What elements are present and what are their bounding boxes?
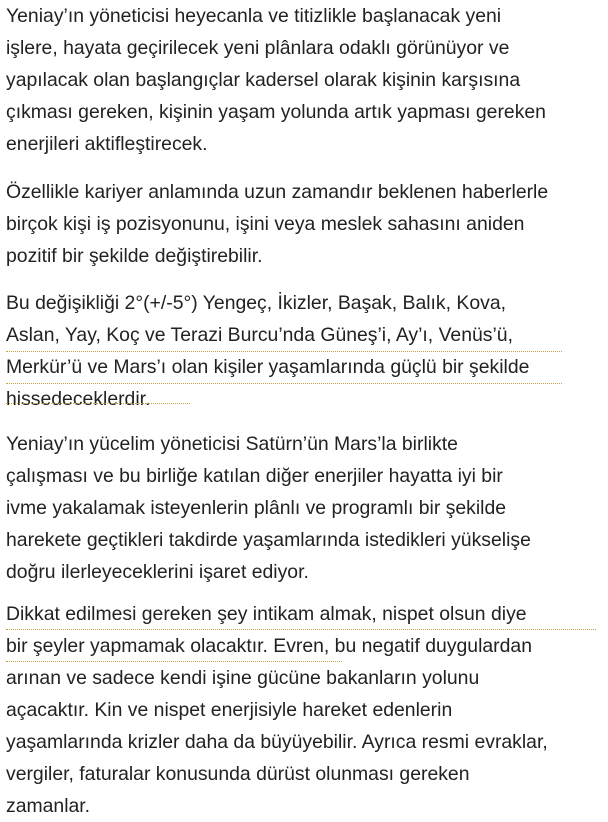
highlight-underline xyxy=(6,403,190,404)
paragraph-new-moon-ruler[interactable]: Yeniay’ın yöneticisi heyecanla ve titizlikle başlanacak yeni işlere, hayata geçirilecek yeni plânlara odaklı görünüyor ve yapılacak olan başlangıçlar kadersel olarak kişinin karşısına çıkması gereken, kişinin yaşam yolunda artık yapması gereken enerjileri aktifleştirecek. xyxy=(6,5,546,155)
highlight-underline xyxy=(6,383,562,384)
paragraph-career-news[interactable]: Özellikle kariyer anlamında uzun zamandır beklenen haberlerle birçok kişi iş pozisyonunu, işini veya meslek sahasını aniden pozitif bir şekilde değiştirebilir. xyxy=(6,181,549,267)
paragraph-caution[interactable]: Dikkat edilmesi gereken şey intikam almak, nispet olsun diye bir şeyler yapmamak olacaktır. Evren, bu negatif duygulardan arınan ve sadece kendi işine gücüne bakanların yolunu açacaktır. Kin ve nispet enerjisiyle hareket edenlerin yaşamlarında krizler daha da büyüyebilir. Ayrıca resmi evraklar, vergiler, faturalar konusunda dürüst olunması gereken zamanlar. xyxy=(6,603,548,817)
highlight-underline xyxy=(6,629,596,630)
paragraph-affected-signs[interactable]: Bu değişikliği 2°(+/-5°) Yengeç, İkizler, Başak, Balık, Kova, Aslan, Yay, Koç ve Terazi Burcu’nda Güneş’i, Ay’ı, Venüs’ü, Merkür’ü ve Mars’ı olan kişiler yaşamlarında güçlü bir şekilde hissedeceklerdir. xyxy=(6,292,530,410)
highlight-underline xyxy=(6,351,562,352)
paragraph-saturn-mars[interactable]: Yeniay’ın yücelim yöneticisi Satürn’ün Mars’la birlikte çalışması ve bu birliğe katılan diğer enerjiler hayatta iyi bir ivme yakalamak isteyenlerin plânlı ve programlı bir şekilde harekete geçtikleri takdirde yaşamlarında istedikleri yükselişe doğru ilerleyeceklerini işaret ediyor. xyxy=(6,433,531,583)
highlight-underline xyxy=(6,661,342,662)
